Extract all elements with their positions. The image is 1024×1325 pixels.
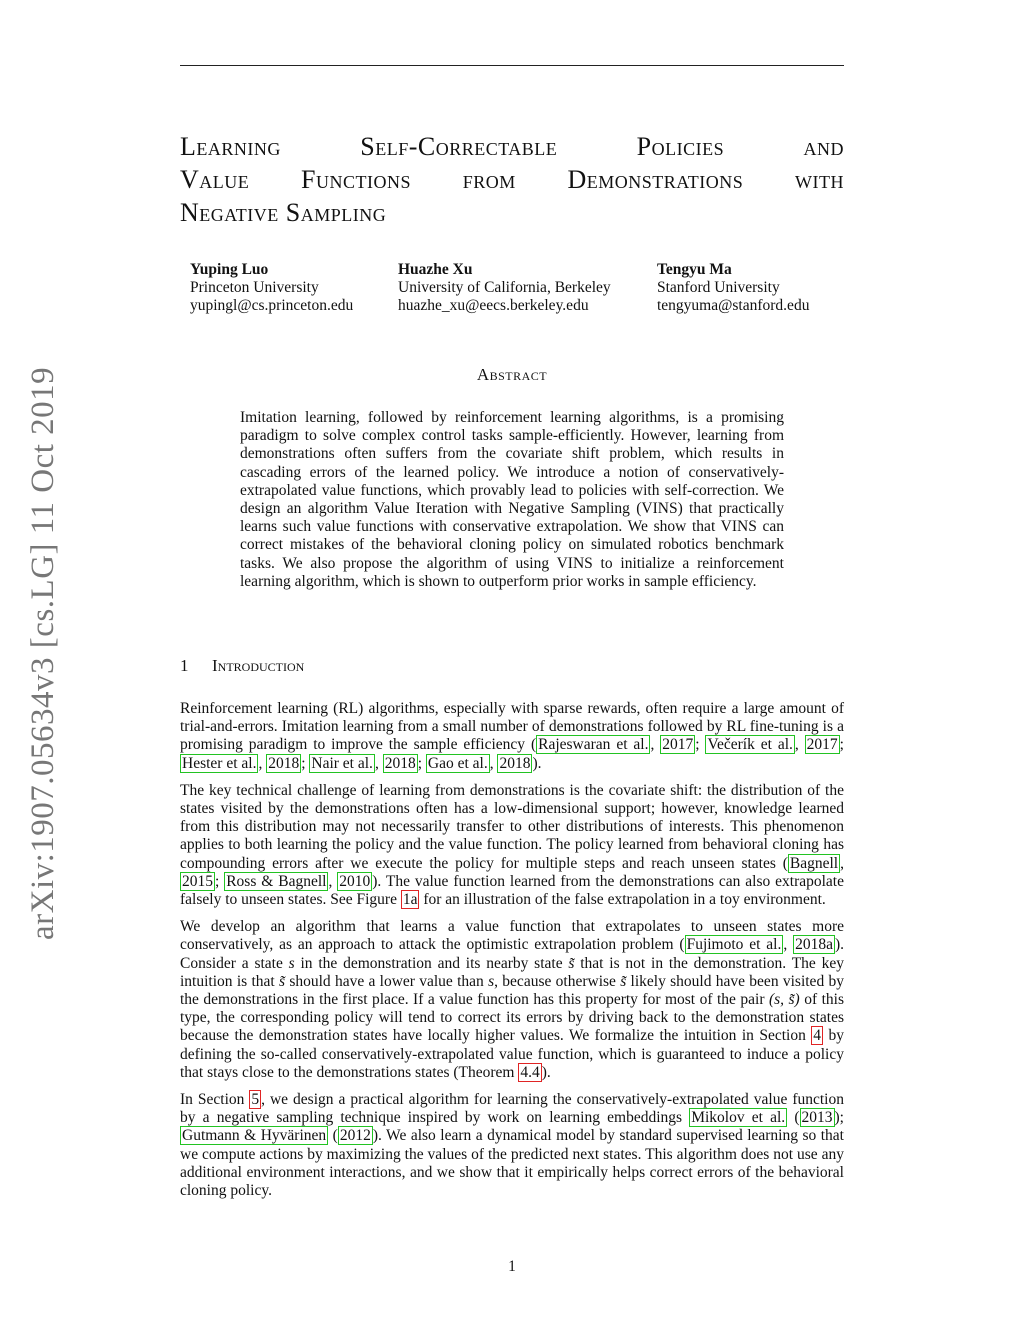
section-ref-link[interactable]: 4 — [813, 1027, 822, 1045]
math-symbol: s — [288, 954, 295, 972]
introduction-body — [180, 700, 844, 1209]
abstract-heading: Abstract — [476, 365, 548, 384]
citation-link[interactable]: Bagnell — [789, 854, 839, 872]
paragraph-4: In Section 5 , we design a practical algorithm for learning the conservatively-extrapolated value function by a negative sampling technique inspired by work on learning embeddings Mikolov et al. ( 2013 ); Gutmann & Hyvärinen ( 2012 ). We also learn a dynamical model by standard supervised learning so that we compute actions by maximizing the values of the predicted next states. This algorithm does not use any additional environment interactions, and we show that it empirically helps correct errors of the behavioral cloning policy. — [180, 1091, 844, 1200]
citation-link[interactable]: Ross & Bagnell — [226, 872, 327, 890]
figure-ref-link[interactable]: 1a — [402, 891, 418, 909]
math-symbol: s̃ — [568, 954, 575, 972]
paragraph-1: Reinforcement learning (RL) algorithms, especially with sparse rewards, often require a large amount of trial-and-errors. Imitation learning from a small number of demonstrations followed by RL fine-tuning is a promising paradigm to improve the sample efficiency ( Rajeswaran et al. , 2017 ; Večerík et al. , 2017 ; Hester et al. , 2018 ; Nair et al. , 2018 ; Gao et al. , 2018 ). — [180, 700, 844, 772]
citation-link[interactable]: Mikolov et al. — [691, 1109, 786, 1127]
math-symbol: s — [488, 972, 495, 990]
citation-link[interactable]: 2018 — [499, 754, 531, 772]
citation-link[interactable]: 2017 — [662, 736, 694, 754]
math-symbol: (s, s̃) — [768, 991, 800, 1009]
citation-link[interactable]: Rajeswaran et al. — [538, 736, 649, 754]
arxiv-sidebar-stamp: arXiv:1907.05634v3 [cs.LG] 11 Oct 2019 — [25, 366, 61, 940]
author-email: huazhe_xu@eecs.berkeley.edu — [398, 297, 589, 314]
author-1 — [190, 261, 353, 315]
author-name: Yuping Luo — [190, 261, 269, 278]
section-title: Introduction — [212, 656, 305, 675]
paragraph-3: We develop an algorithm that learns a value function that extrapolates to unseen states more conservatively, as an approach to attack the optimistic extrapolation problem ( Fujimoto et al. , 2018a ). Consider a state s in the demonstration and its nearby state s̃ that is not in the demonstration. The key intuition is that s̃ should have a lower value than s, because otherwise s̃ likely should have been visited by the demonstrations in the first place. If a value function has this property for most of the pair (s, s̃) of this type, the corresponding policy will tend to correct its errors by driving back to the demonstration states because the demonstration states have locally higher values. We formalize the intuition in Section 4 by defining the so-called conservatively-extrapolated value function, which is guaranteed to induce a policy that stays close to the demonstrations states (Theorem 4.4 ). — [180, 918, 845, 1081]
author-email: yupingl@cs.princeton.edu — [190, 297, 354, 314]
paper-title — [180, 130, 844, 229]
author-name: Tengyu Ma — [657, 261, 732, 278]
citation-link[interactable]: 2018a — [795, 936, 833, 954]
citation-link[interactable]: 2018 — [384, 754, 416, 772]
citation-link[interactable]: 2013 — [801, 1109, 833, 1127]
section-ref-link[interactable]: 5 — [251, 1091, 260, 1109]
author-affiliation: Princeton University — [190, 279, 319, 296]
abstract-text: Imitation learning, followed by reinforcement learning algorithms, is a promising paradigm to solve complex control tasks sample-efficiently. However, learning from demonstrations often suffers from the covariate shift problem, which results in cascading errors of the learned policy. We introduce a notion of conservatively-extrapolated value functions, which provably lead to policies with self-correction. We design an algorithm Value Iteration with Negative Sampling (VINS) that practically learns such value functions with conservative extrapolation. We show that VINS can correct mistakes of the behavioral cloning policy on simulated robotics benchmark tasks. We also propose the algorithm of using VINS to initialize a reinforcement learning algorithm, which is shown to outperform prior works in sample efficiency. — [240, 409, 784, 590]
citation-link[interactable]: 2018 — [268, 754, 300, 772]
citation-link[interactable]: Hester et al. — [182, 754, 257, 772]
author-3 — [657, 261, 809, 315]
author-2 — [398, 261, 611, 315]
citation-link[interactable]: Fujimoto et al. — [686, 936, 782, 954]
theorem-ref-link[interactable]: 4.4 — [520, 1063, 540, 1081]
author-name: Huazhe Xu — [398, 261, 473, 278]
citation-link[interactable]: 2010 — [339, 872, 371, 890]
author-affiliation: University of California, Berkeley — [398, 279, 611, 296]
paragraph-2: The key technical challenge of learning from demonstrations is the covariate shift: the distribution of the states visited by the demonstrations often has a low-dimensional support; however, knowledge learned from this distribution may not necessarily transfer to other distributions of interests. This phenomenon applies to both learning the policy and the value function. The policy learned from behavioral cloning has compounding errors after we execute the policy for multiple steps and reach unseen states ( Bagnell , 2015 ; Ross & Bagnell , 2010 ). The value function learned from the demonstrations can also extrapolate falsely to unseen states. See Figure 1a for an illustration of the false extrapolation in a toy environment. — [180, 781, 844, 909]
title-line-2: Value Functions from Demonstrations with — [180, 165, 844, 194]
citation-link[interactable]: 2012 — [339, 1127, 371, 1145]
author-affiliation: Stanford University — [657, 279, 780, 296]
section-number: 1 — [180, 656, 189, 675]
title-line-1: Learning Self-Correctable Policies and — [180, 132, 844, 161]
page-number: 1 — [508, 1258, 516, 1275]
section-heading-introduction — [180, 656, 304, 676]
citation-link[interactable]: Večerík et al. — [707, 736, 793, 754]
citation-link[interactable]: 2017 — [806, 736, 838, 754]
top-rule — [180, 65, 844, 66]
title-line-3: Negative Sampling — [180, 198, 387, 227]
citation-link[interactable]: Gutmann & Hyvärinen — [182, 1127, 327, 1145]
math-symbol: s̃ — [620, 972, 627, 990]
citation-link[interactable]: Gao et al. — [427, 754, 488, 772]
citation-link[interactable]: 2015 — [182, 872, 213, 890]
math-symbol: s̃ — [278, 972, 286, 990]
author-email: tengyuma@stanford.edu — [657, 297, 810, 314]
citation-link[interactable]: Nair et al. — [311, 754, 373, 772]
